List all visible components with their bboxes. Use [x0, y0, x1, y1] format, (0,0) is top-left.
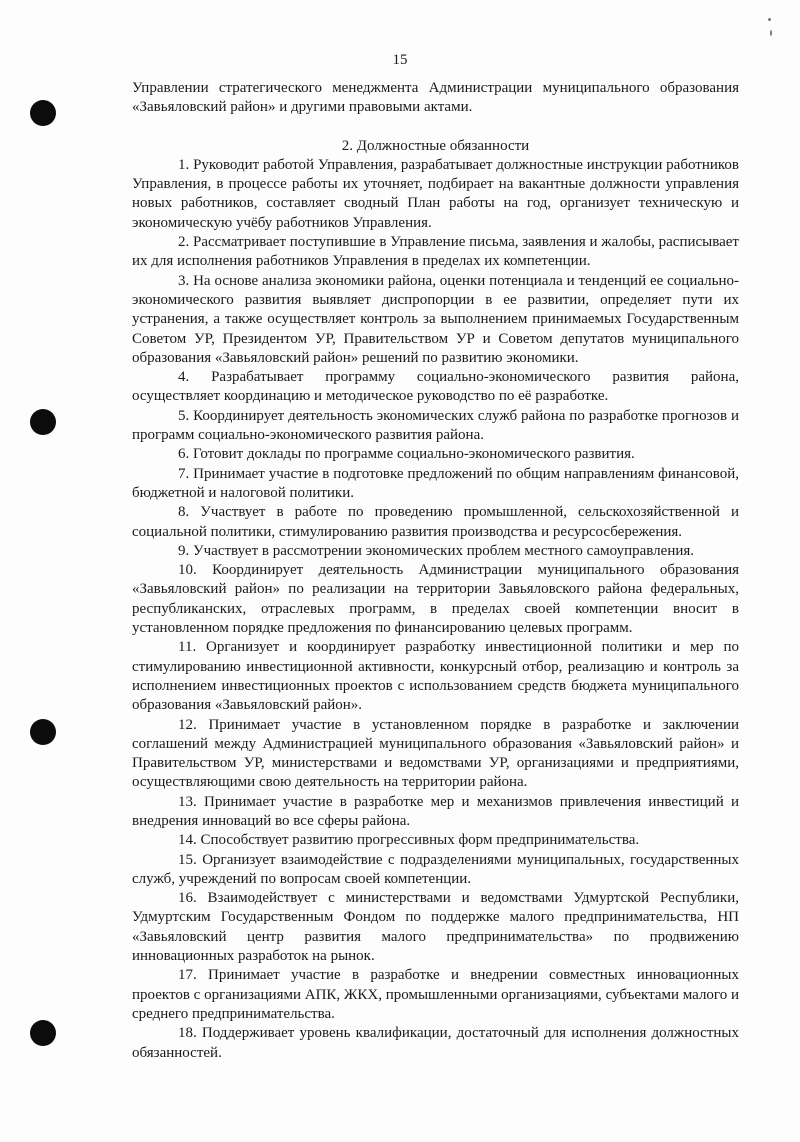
- section-heading: 2. Должностные обязанности: [341, 137, 530, 154]
- duty-item: 2. Рассматривает поступившие в Управление письма, заявления и жалобы, расписывает их для исполнения работников Управления в пределах их компетенции.: [132, 234, 739, 270]
- intro-paragraph: Управлении стратегического менеджмента Администрации муниципального образования «Завьяловский район» и другими правовыми актами.: [132, 80, 739, 116]
- punch-hole: [30, 409, 56, 435]
- duty-item: 5. Координирует деятельность экономических служб района по разработке прогнозов и программ социально-экономического развития района.: [132, 407, 739, 444]
- duty-item: 10. Координирует деятельность Администрации муниципального образования «Завьяловский район» по реализации на территории Завьяловского района федеральных, республиканских, отраслевых программ, в пределах своей компетенции вносит в установленном порядке предложения по финансированию целевых программ.: [132, 562, 739, 637]
- punch-hole: [30, 100, 56, 126]
- scan-speck: [768, 18, 771, 21]
- page-number: 15: [392, 52, 408, 68]
- duty-item: 9. Участвует в рассмотрении экономических проблем местного самоуправления.: [178, 542, 695, 559]
- punch-hole: [30, 1020, 56, 1046]
- scan-speck: [770, 30, 772, 36]
- duty-item: 17. Принимает участие в разработке и внедрении совместных инновационных проектов с организациями АПК, ЖКХ, промышленными организациями, субъектами малого и среднего предпринимательства.: [132, 967, 739, 1022]
- duty-item: 15. Организует взаимодействие с подразделениями муниципальных, государственных служб, учреждений по вопросам своей компетенции.: [132, 851, 739, 887]
- duty-item: 16. Взаимодействует с министерствами и ведомствами Удмуртской Республики, Удмуртским Государственным Фондом по поддержке малого предпринимательства, НП «Завьяловский центр развития малого предпринимательства» по продвижению инновационных разработок на рынок.: [132, 890, 739, 965]
- duty-item: 11. Организует и координирует разработку инвестиционной политики и мер по стимулированию инвестиционной активности, конкурсный отбор, реализацию и контроль за исполнением инвестиционных проектов с использованием средств бюджета муниципального образования «Завьяловский район».: [132, 639, 739, 714]
- duty-item: 4. Разрабатывает программу социально-экономического развития района, осуществляет координацию и методическое руководство по её разработке.: [132, 369, 739, 405]
- duty-item: 18. Поддерживает уровень квалификации, достаточный для исполнения должностных обязанностей.: [132, 1025, 739, 1061]
- duty-item: 14. Способствует развитию прогрессивных форм предпринимательства.: [178, 832, 640, 849]
- punch-hole: [30, 719, 56, 745]
- duty-item: 7. Принимает участие в подготовке предложений по общим направлениям финансовой, бюджетной и налоговой политики.: [132, 465, 739, 501]
- duty-item: 8. Участвует в работе по проведению промышленной, сельскохозяйственной и социальной политики, стимулированию развития производства и ресурсосбережения.: [132, 504, 739, 540]
- duty-item: 6. Готовит доклады по программе социально-экономического развития.: [178, 446, 635, 463]
- duty-item: 3. На основе анализа экономики района, оценки потенциала и тенденций ее социально-экономического развития выявляет диспропорции в ее развитии, определяет пути их устранения, а также осуществляет контроль за выполнением принимаемых Государственным Советом УР, Президентом УР, Правительством УР и Советом депутатов муниципального образования «Завьяловский район» решений по развитию экономики.: [132, 272, 739, 366]
- document-body: [132, 79, 739, 1063]
- duty-item: 12. Принимает участие в установленном порядке в разработке и заключении соглашений между Администрацией муниципального образования «Завьяловский район» и Правительством УР, министерствами и ведомствами УР, организациями и предприятиями, осуществляющими свою деятельность на территории района.: [132, 716, 739, 791]
- duty-item: 13. Принимает участие в разработке мер и механизмов привлечения инвестиций и внедрения инноваций во все сферы района.: [132, 793, 739, 829]
- duty-item: 1. Руководит работой Управления, разрабатывает должностные инструкции работников Управления, в процессе работы их уточняет, подбирает на вакантные должности управления новых работников, составляет сводный План работы на год, организует техническую и экономическую учёбу работников Управления.: [132, 156, 739, 231]
